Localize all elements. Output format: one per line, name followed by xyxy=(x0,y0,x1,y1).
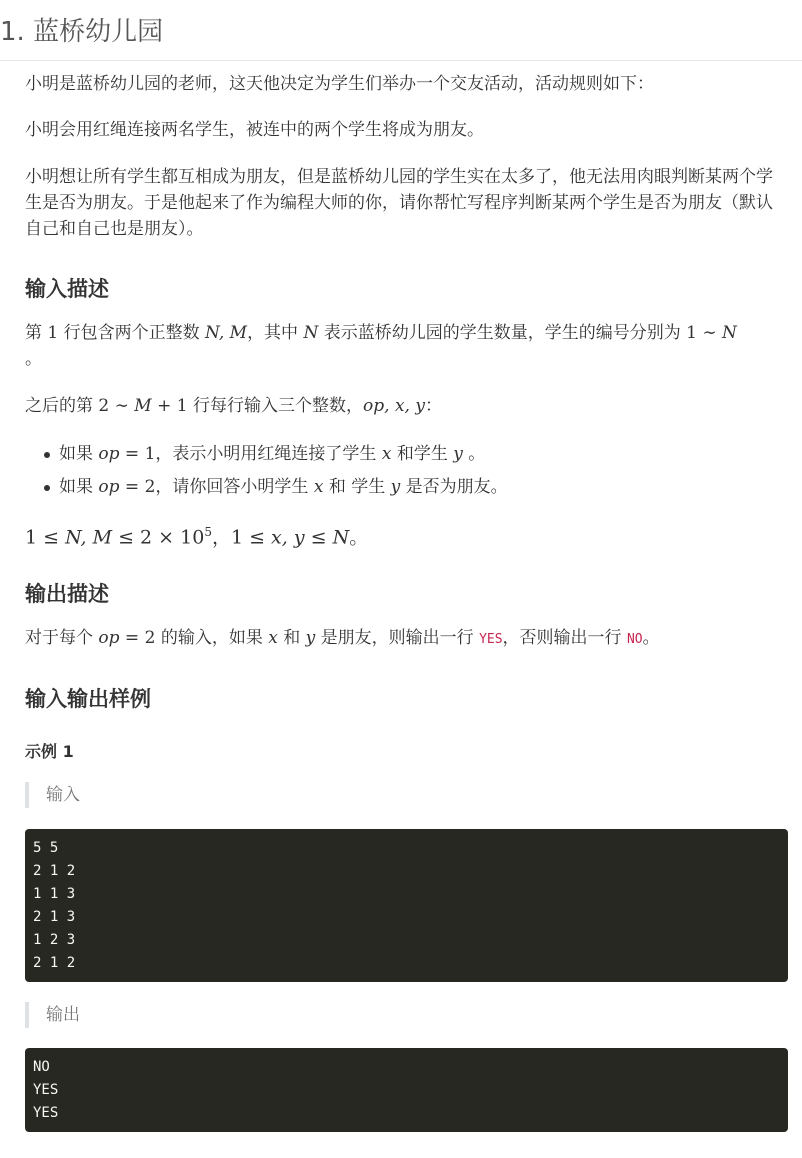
constraint-line xyxy=(25,519,368,550)
math-exponent: 5 xyxy=(204,525,212,539)
math-operator: = xyxy=(119,628,145,648)
title-bar xyxy=(0,0,802,61)
code-line: YES xyxy=(33,1105,59,1121)
math-var: x xyxy=(313,477,324,497)
math-vars: x, y xyxy=(271,526,305,549)
math-vars: N, M xyxy=(205,323,248,343)
inline-code-no: NO xyxy=(626,632,643,647)
code-line: 1 1 3 xyxy=(33,886,76,902)
example-title: 示例 1 xyxy=(25,742,74,761)
text-segment: 第 xyxy=(25,323,48,343)
math-vars: op, x, y xyxy=(363,396,425,416)
input-line-1 xyxy=(25,320,737,346)
text-segment: 。 xyxy=(642,628,660,648)
text-segment: 对于每个 xyxy=(25,628,99,648)
intro-paragraph-2: 小明会用红绳连接两名学生，被连中的两个学生将成为朋友。 xyxy=(25,120,484,140)
math-var: op xyxy=(98,477,120,497)
inline-code-yes: YES xyxy=(479,632,503,647)
math-var: y xyxy=(305,628,316,648)
math-number: 2 xyxy=(144,477,156,497)
input-bullet-list xyxy=(25,441,508,507)
input-description-heading: 输入描述 xyxy=(25,277,109,301)
text-segment: 行每行输入三个整数， xyxy=(187,396,364,416)
text-segment: ，表示小明用红绳连接了学生 xyxy=(155,444,382,464)
math-operator: ，1 ≤ xyxy=(211,526,272,549)
text-segment: 和学生 xyxy=(391,444,454,464)
math-number: 2 xyxy=(98,396,110,416)
math-operator: ∼ xyxy=(109,396,135,416)
math-operator: ∼ xyxy=(696,323,723,343)
text-segment: 是否为朋友。 xyxy=(400,477,508,497)
text-segment: 和 xyxy=(277,628,306,648)
text-segment: 和 学生 xyxy=(323,477,391,497)
math-operator: ≤ 2 × 10 xyxy=(112,526,205,549)
math-operator: = xyxy=(119,477,145,497)
code-line: NO xyxy=(33,1059,50,1075)
math-var: N xyxy=(303,323,319,343)
code-line: YES xyxy=(33,1082,59,1098)
math-operator: ≤ xyxy=(304,526,333,549)
math-number: 2 xyxy=(144,628,156,648)
math-number: 1 xyxy=(176,396,188,416)
code-line: 2 1 2 xyxy=(33,863,76,879)
text-segment: 如果 xyxy=(59,477,99,497)
text-segment: 的输入，如果 xyxy=(155,628,269,648)
math-operator: 1 ≤ xyxy=(25,526,66,549)
math-var: N xyxy=(332,526,350,549)
sample-output-label: 输出 xyxy=(25,1002,80,1028)
samples-heading: 输入输出样例 xyxy=(25,687,151,711)
text-segment: ： xyxy=(424,396,442,416)
math-var: x xyxy=(381,444,392,464)
math-operator: = xyxy=(119,444,145,464)
math-number: 1 xyxy=(144,444,156,464)
page-title: 1. 蓝桥幼儿园 xyxy=(0,17,164,47)
math-operator: + xyxy=(151,396,177,416)
text-segment: ，否则输出一行 xyxy=(502,628,627,648)
text-segment: 。 xyxy=(349,526,369,549)
text-segment: 行包含两个正整数 xyxy=(58,323,206,343)
math-number: 1 xyxy=(686,323,697,343)
math-vars: N, M xyxy=(65,526,113,549)
text-segment: 。 xyxy=(462,444,486,464)
sample-input-label: 输入 xyxy=(25,782,80,808)
math-var: op xyxy=(98,628,120,648)
math-var: y xyxy=(390,477,401,497)
text-segment: 是朋友，则输出一行 xyxy=(315,628,480,648)
code-line: 5 5 xyxy=(33,840,59,856)
input-line-1-end: 。 xyxy=(25,349,42,369)
sample-input-code xyxy=(25,829,788,982)
math-number: 1 xyxy=(47,323,59,343)
math-var: y xyxy=(453,444,463,464)
input-line-2 xyxy=(25,393,442,419)
code-line: 2 1 3 xyxy=(33,909,76,925)
list-item xyxy=(25,441,508,474)
output-description-heading: 输出描述 xyxy=(25,582,109,606)
math-var: N xyxy=(722,323,737,343)
code-line: 2 1 2 xyxy=(33,955,76,971)
output-line xyxy=(25,625,660,653)
text-segment: ，请你回答小明学生 xyxy=(155,477,314,497)
intro-paragraph-3: 小明想让所有学生都互相成为朋友，但是蓝桥幼儿园的学生实在太多了，他无法用肉眼判断某两个学生是否为朋友。于是他起来了作为编程大师的你，请你帮忙写程序判断某两个学生是否为朋友（默认自己和自己也是朋友）。 xyxy=(25,167,773,239)
text-segment: ，其中 xyxy=(247,323,304,343)
list-item xyxy=(25,474,508,507)
math-var: M xyxy=(134,396,152,416)
math-var: x xyxy=(268,628,278,648)
math-var: op xyxy=(98,444,120,464)
text-segment: 如果 xyxy=(59,444,99,464)
text-segment: 之后的第 xyxy=(25,396,99,416)
sample-output-code xyxy=(25,1048,788,1132)
code-line: 1 2 3 xyxy=(33,932,76,948)
intro-paragraph-1: 小明是蓝桥幼儿园的老师，这天他决定为学生们举办一个交友活动，活动规则如下： xyxy=(25,74,654,94)
text-segment: 表示蓝桥幼儿园的学生数量，学生的编号分别为 xyxy=(318,323,687,343)
